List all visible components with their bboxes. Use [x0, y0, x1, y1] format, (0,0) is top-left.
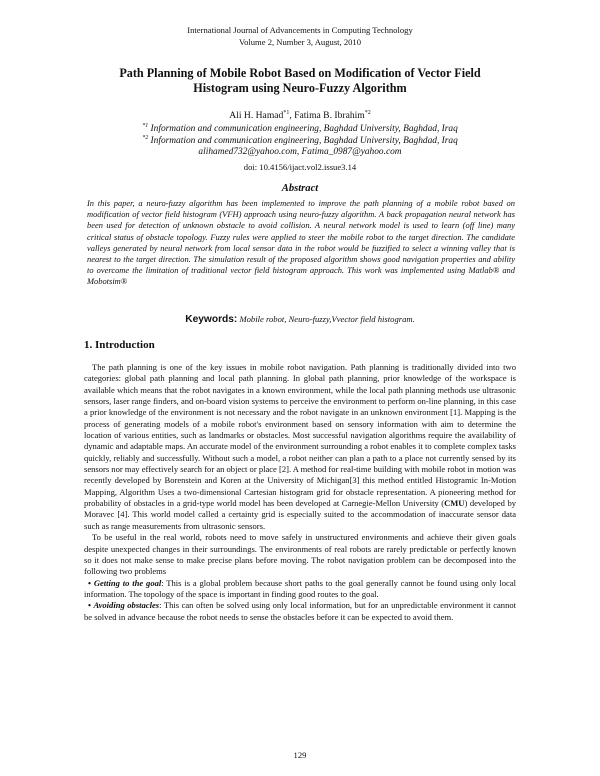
- bullet-2-heading: Avoiding obstacles: [93, 600, 160, 611]
- journal-header: [0, 24, 600, 48]
- author-1: Ali H. Hamad: [229, 110, 284, 121]
- paper-title: [70, 66, 530, 96]
- keywords-text: Mobile robot, Neuro-fuzzy,Vvector field histogram.: [237, 314, 415, 324]
- bullet-marker: •: [88, 577, 91, 588]
- paragraph-1: [84, 362, 516, 532]
- journal-name: International Journal of Advancements in Computing Technology: [187, 25, 413, 35]
- keywords-label: Keywords:: [185, 314, 238, 325]
- bullet-2-text: : This can often be solved using only local information, but for an unpredictable environment it cannot be solved in advance because the robot needs to sense the obstacles before it can be expected to avoid them.: [84, 600, 516, 622]
- affiliation-1-text: Information and communication engineering, Baghdad University, Baghdad, Iraq: [148, 124, 458, 134]
- author-emails: alihamed732@yahoo.com, Fatima_0987@yahoo.com: [198, 147, 402, 157]
- abstract-heading: Abstract: [281, 183, 319, 194]
- title-line-2: Histogram using Neuro-Fuzzy Algorithm: [193, 81, 407, 95]
- affiliation-2: [0, 136, 600, 148]
- doi: doi: 10.4156/ijact.vol2.issue3.14: [243, 162, 357, 172]
- bullet-marker: •: [88, 600, 91, 611]
- paragraph-1-text: The path planning is one of the key issues in mobile robot navigation. Path planning is traditionally divided into two categories: global path planning and local path planning. In global path planning, prior knowledge of the workspace is available which means that the robot navigates in a known environment, while the local path planning methods use ultrasonic sensors, laser range finders, and on-board vision systems to perceive the environment to perform on-line planning, in this case a prior knowledge of the environment is not necessary and the robot navigate in an unknown environment [1]. Mapping is the process of generating models of a mobile robot's environment based on sensory information with aim to determine the location of various entities, such as landmarks or obstacles. Most successful navigation algorithms require the availability of dynamic and adaptable maps. An accurate model of the environment surrounding a robot enables it to complete complex tasks quickly, reliably and successfully. Without such a model, a robot neither can plan a path to a place not currently sensed by its sensors nor may effectively search for an object or place [2]. A method for real-time building with mobile robot in motion was recently developed by Borenstein and Koren at the University of Michigan[3] this method entitled Histogramic In-Motion Mapping, Algorithm Uses a two-dimensional Cartesian histogram grid for obstacle representation. A pioneering method for probability of obstacles in a grid-type world model has been developed at Carnegie-Mellon University (: [84, 362, 516, 509]
- paragraph-1-end: ) developed by Moravec [4]. This world model called a certainty grid is especially suited to the accommodation of inaccurate sensor data such as range measurements from ultrasonic sensors.: [84, 498, 516, 531]
- paragraph-2: To be useful in the real world, robots need to move safely in unstructured environments and achieve their given goals despite unexpected changes in their surroundings. The environments of real robots are rarely predictable or perfectly known so it does not make sense to make precise plans before moving. The robot navigation problem can be decomposed into the following two problems: [84, 532, 516, 577]
- bullet-avoiding-obstacles: [84, 600, 516, 623]
- section-heading-introduction: 1. Introduction: [84, 339, 155, 351]
- author-2-marker: *2: [364, 109, 371, 116]
- affiliation-1-marker: *1: [142, 122, 149, 129]
- keywords: [0, 314, 600, 325]
- affiliation-1: [0, 124, 600, 136]
- abstract-text: In this paper, a neuro-fuzzy algorithm has been implemented to improve the path planning of a mobile robot based on modification of vector field histogram (VFH) approach using neuro-fuzzy algorithm. A back propagation neural network has been used for detection of unknown obstacle to avoid collision. A neural network model is used to learn (off line) many critical status of obstacle topology. Fuzzy rules were applied to steer the mobile robot to the target direction. The candidate valleys generated by neural network from local sensor data in the robot would be fuzzified to select a winning valley that is nearest to the target direction. The simulation result of the proposed algorithm shows good navigation properties and ability to overcome the limitation of traditional vector field histogram approach. This work was implemented using Matlab® and Mobotsim®: [87, 198, 515, 287]
- author-separator: ,: [289, 110, 295, 121]
- affiliation-2-text: Information and communication engineering, Baghdad University, Baghdad, Iraq: [148, 135, 458, 146]
- author-list: [0, 110, 600, 122]
- author-1-marker: *1: [283, 109, 290, 116]
- bullet-1-heading: Getting to the goal: [93, 577, 162, 588]
- title-line-1: Path Planning of Mobile Robot Based on Modification of Vector Field: [119, 66, 481, 80]
- paragraph-1-bold: CMU: [444, 498, 465, 509]
- author-2: Fatima B. Ibrahim: [294, 110, 365, 121]
- bullet-1-text: : This is a global problem because short paths to the goal generally cannot be found using only local information. The topology of the space is important in finding good routes to the goal.: [84, 577, 516, 599]
- affiliations: [0, 124, 600, 159]
- bullet-getting-to-goal: [84, 578, 516, 601]
- journal-volume: Volume 2, Number 3, August, 2010: [238, 37, 362, 47]
- affiliation-2-marker: *2: [142, 134, 149, 141]
- introduction-body: [84, 362, 516, 623]
- page-number: 129: [293, 750, 307, 760]
